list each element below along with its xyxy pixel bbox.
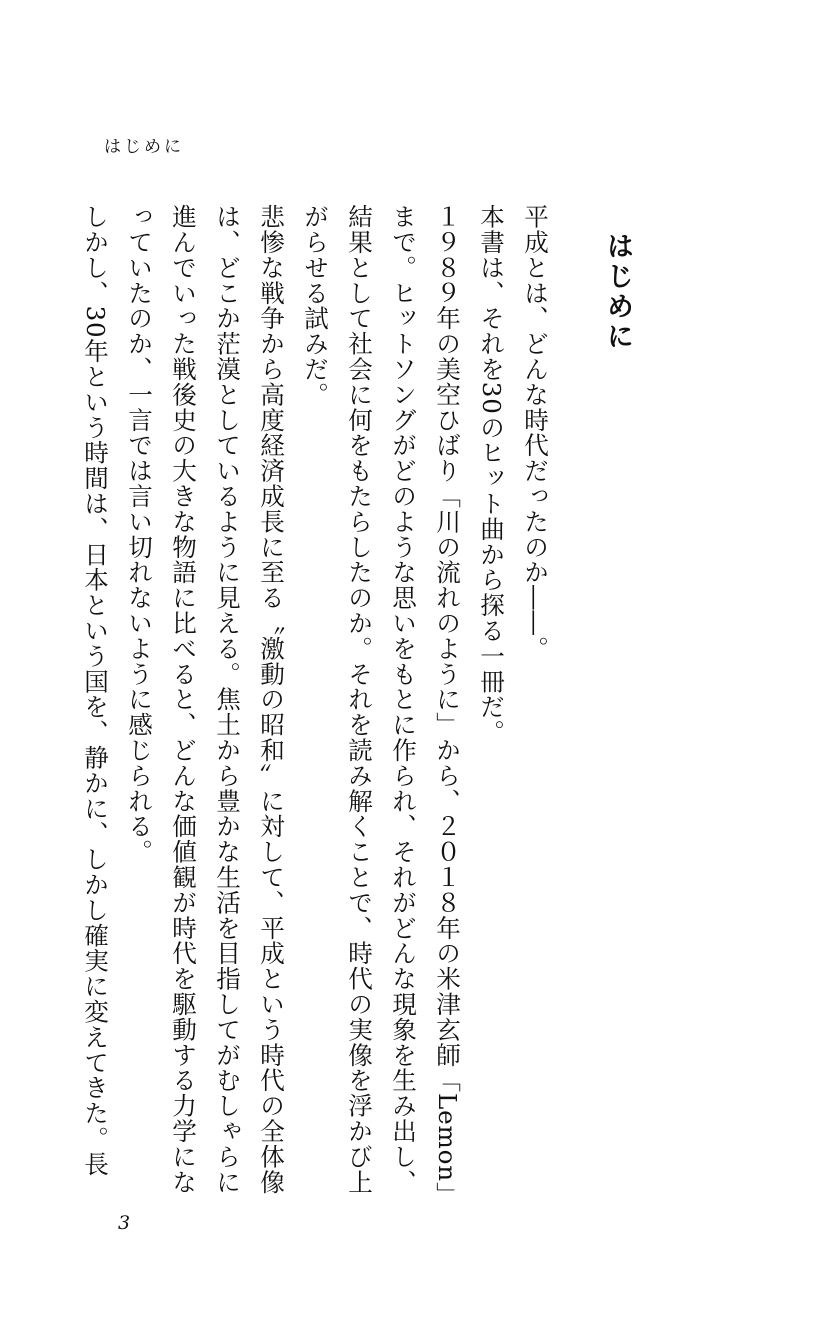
paragraph-3: １９８９年の美空ひばり「川の流れのように」から、２０１８年の米津玄師「Lemon」まで。ヒットソングがどのような思いをもとに作られ、それがどんな現象を生み出し、結果として社会に何をもたらしたのか。それを読み解くことで、時代の実像を浮かび上がらせる試みだ。 [301, 204, 462, 1195]
chapter-title: はじめに [602, 232, 633, 352]
paragraph-4: 悲惨な戦争から高度経済成長に至る〝激動の昭和〟に対して、平成という時代の全体像は、どこか茫漠としているように見える。焦土から豊かな生活を目指してがむしゃらに進んでいった戦後史の大きな物語に比べると、どんな価値観が時代を駆動する力学になっていたのか、一言では言い切れないように感じられる。 [125, 204, 286, 1195]
paragraph-5: しかし、30年という時間は、日本という国を、静かに、しかし確実に変えてきた。長 [81, 204, 110, 1177]
paragraph-2: 本書は、それを30のヒット曲から探る一冊だ。 [477, 204, 506, 745]
paragraph-1: 平成とは、どんな時代だったのか――。 [521, 204, 550, 662]
body-text [81, 204, 557, 1204]
running-head: はじめに [104, 137, 184, 157]
page-number: 3 [118, 1212, 131, 1234]
